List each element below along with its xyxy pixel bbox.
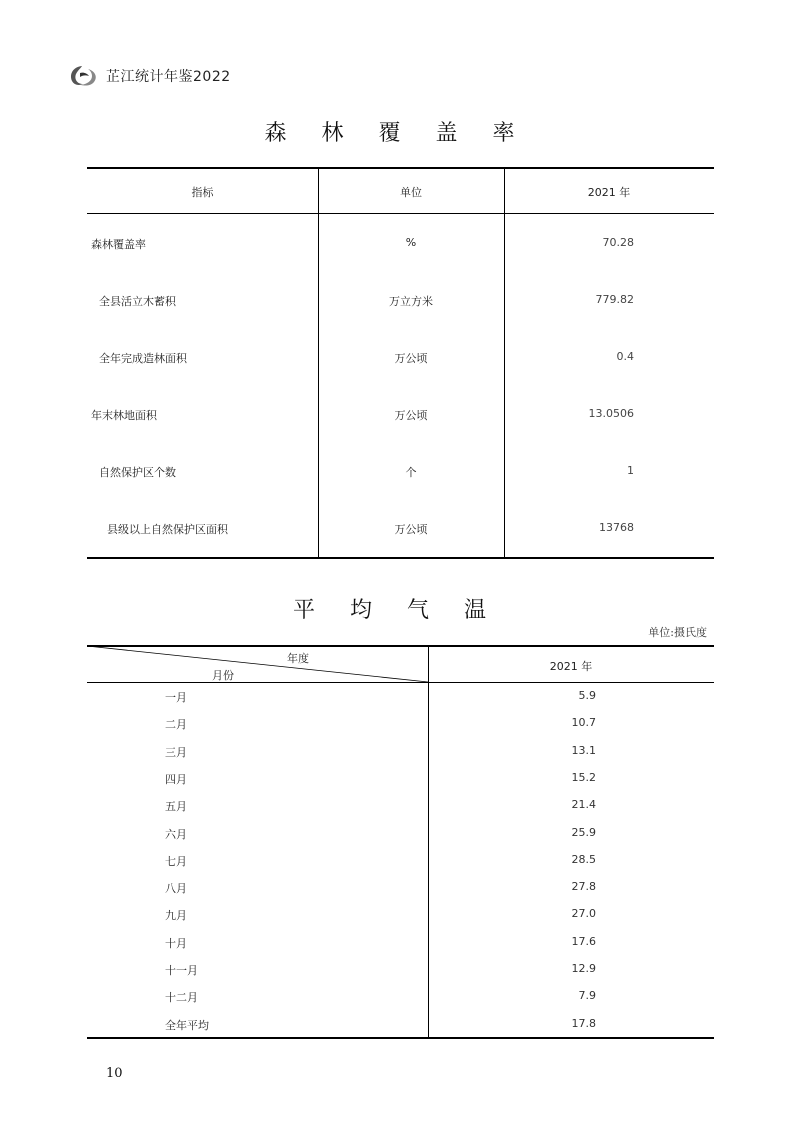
- swoosh-logo-icon: [68, 64, 100, 88]
- month-cell: 八月: [165, 882, 187, 896]
- header-month-label: 月份: [212, 669, 234, 682]
- temperature-value: 7.9: [578, 989, 596, 1003]
- unit-cell: 万立方米: [389, 295, 433, 308]
- unit-note: 单位:摄氏度: [648, 626, 707, 639]
- table-header-rule: [87, 213, 714, 214]
- column-header-unit: 单位: [400, 186, 422, 199]
- temperature-value: 25.9: [571, 825, 596, 839]
- temperature-value: 27.0: [571, 907, 596, 921]
- month-cell: 十二月: [165, 991, 198, 1005]
- month-cell: 三月: [165, 745, 187, 759]
- indicator-name: 县级以上自然保护区面积: [107, 523, 228, 536]
- month-cell: 五月: [165, 800, 187, 814]
- column-header-year: 2021 年: [587, 186, 631, 199]
- month-cell: 全年平均: [165, 1018, 209, 1032]
- month-cell: 一月: [165, 691, 187, 704]
- unit-cell: 万公顷: [394, 523, 428, 536]
- page-header: [68, 64, 231, 88]
- temperature-value: 12.9: [571, 962, 596, 975]
- indicator-name: 年末林地面积: [91, 409, 157, 422]
- table-top-rule: [87, 167, 714, 169]
- column-divider: [428, 645, 429, 1039]
- forest-table: [87, 167, 714, 559]
- month-cell: 七月: [165, 854, 187, 868]
- temperature-value: 27.8: [571, 880, 596, 894]
- table-bottom-rule: [87, 557, 714, 559]
- column-header-indicator: 指标: [191, 186, 214, 199]
- temperature-value: 15.2: [571, 770, 596, 784]
- temperature-table-title: 平 均 气 温: [293, 598, 500, 623]
- indicator-name: 自然保护区个数: [99, 466, 176, 479]
- indicator-name: 全县活立木蓄积: [99, 295, 176, 308]
- temperature-value: 17.8: [571, 1016, 596, 1030]
- yearbook-title: 芷江统计年鉴2022: [106, 69, 231, 85]
- temperature-value: 5.9: [578, 689, 596, 702]
- temperature-value: 10.7: [571, 716, 596, 730]
- diagonal-header-line: [87, 645, 429, 683]
- month-cell: 九月: [165, 909, 187, 923]
- column-divider: [504, 167, 505, 559]
- month-cell: 十一月: [165, 964, 198, 977]
- table-bottom-rule: [87, 1037, 714, 1039]
- temperature-table: [87, 645, 714, 1041]
- temperature-value: 17.6: [571, 934, 596, 948]
- value-cell: 13768: [599, 521, 634, 534]
- month-cell: 二月: [165, 718, 187, 732]
- forest-table-title: 森 林 覆 盖 率: [264, 121, 529, 146]
- temperature-value: 13.1: [571, 743, 596, 757]
- unit-cell: %: [405, 236, 417, 249]
- month-cell: 六月: [165, 827, 187, 841]
- header-year-label: 年度: [287, 652, 309, 665]
- temperature-value: 21.4: [571, 798, 596, 812]
- value-cell: 1: [627, 464, 634, 477]
- unit-cell: 个: [405, 466, 417, 479]
- month-cell: 四月: [165, 772, 187, 786]
- temperature-value: 28.5: [571, 852, 596, 866]
- indicator-name: 全年完成造林面积: [99, 352, 187, 365]
- unit-cell: 万公顷: [394, 409, 428, 422]
- page-number: 10: [106, 1066, 123, 1081]
- indicator-name: 森林覆盖率: [91, 238, 146, 251]
- value-cell: 0.4: [616, 350, 634, 363]
- value-cell: 779.82: [595, 293, 634, 306]
- value-cell: 70.28: [602, 236, 634, 249]
- month-cell: 十月: [165, 936, 187, 950]
- value-cell: 13.0506: [588, 407, 634, 420]
- column-header-year: 2021 年: [549, 660, 593, 673]
- unit-cell: 万公顷: [394, 352, 428, 365]
